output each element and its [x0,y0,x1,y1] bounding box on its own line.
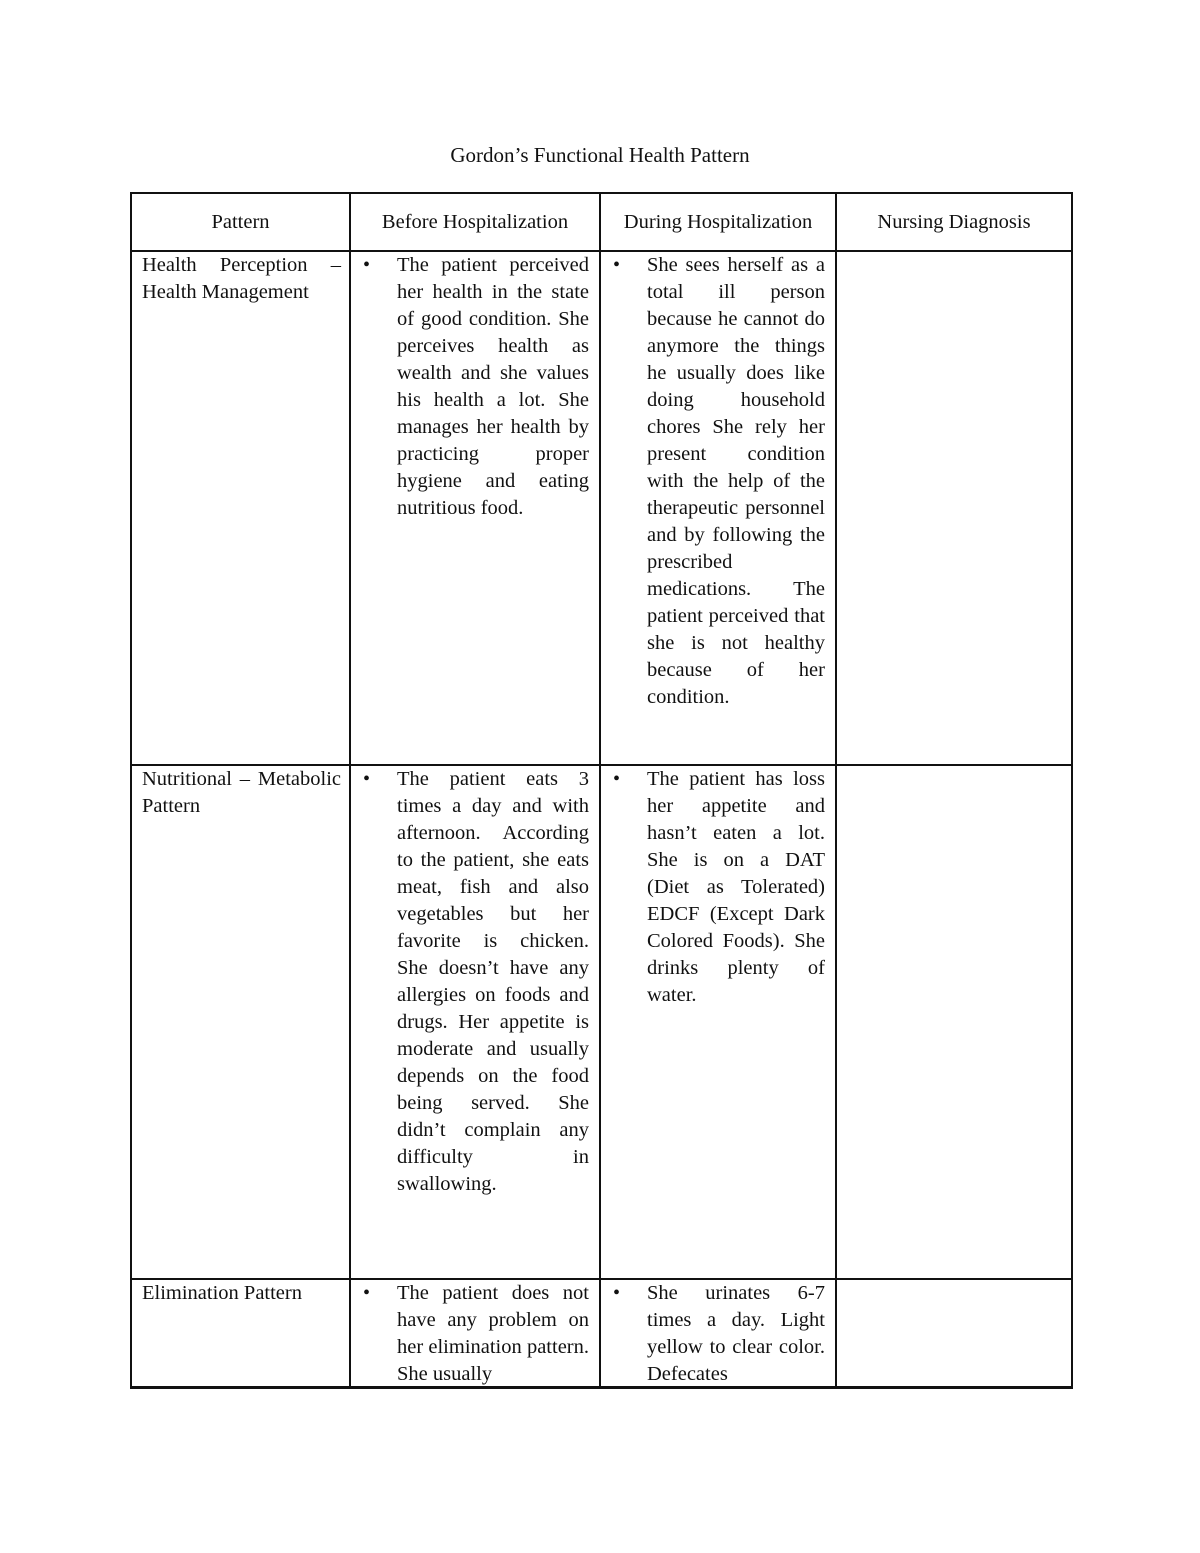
document-title: Gordon’s Functional Health Pattern [450,143,750,167]
pattern-cell [131,765,350,1279]
pattern-label: Nutritional – Metabolic Pattern [142,768,341,817]
table-header-row [131,193,1072,251]
before-hospitalization-text: The patient perceived her health in the state of good condition. She perceives health as wealth and she values his health a lot. She manages her health by practicing proper hygiene and eating nutritious food. [397,254,589,519]
during-hospitalization-text: The patient has loss her appetite and hasn’t eaten a lot. She is on a DAT (Diet as Tolerated) EDCF (Except Dark Colored Foods). She drinks plenty of water. [647,768,825,1006]
during-hospitalization-text: She urinates 6-7 times a day. Light yellow to clear color. Defecates [647,1282,825,1385]
table-row [131,251,1072,765]
during-hospitalization-cell [600,765,836,1279]
nursing-diagnosis-cell [836,765,1072,1279]
before-hospitalization-cell [350,765,600,1279]
cell-clip [601,1280,835,1386]
table-row [131,765,1072,1279]
before-hospitalization-text: The patient eats 3 times a day and with afternoon. According to the patient, she eats meat, fish and also vegetables but her favorite is chicken. She doesn’t have any allergies on foods and drugs. Her appetite is moderate and usually depends on the food being served. She didn’t complain any difficulty in swallowing. [397,768,589,1195]
cell-clip [351,1280,599,1386]
bullet-icon: • [613,768,621,790]
bullet-icon: • [613,254,621,276]
during-hospitalization-text: She sees herself as a total ill person because he cannot do anymore the things he usually does like doing household chores She rely her present condition with the help of the therapeutic personnel and by following the prescribed medications. The patient perceived that she is not healthy because of her condition. [647,254,825,708]
bullet-icon: • [363,1282,371,1304]
header-nursing-diagnosis: Nursing Diagnosis [836,193,1072,251]
bullet-icon: • [613,1282,621,1304]
during-hospitalization-cell [600,1279,836,1388]
table-row [131,1279,1072,1388]
functional-health-pattern-table [130,192,1073,1389]
before-hospitalization-cell [350,251,600,765]
header-pattern: Pattern [131,193,350,251]
nursing-diagnosis-cell [836,1279,1072,1388]
pattern-cell [131,1279,350,1388]
bullet-icon: • [363,254,371,276]
pattern-label: Health Perception – Health Management [142,254,341,303]
pattern-label: Elimination Pattern [142,1282,302,1304]
header-before-hospitalization: Before Hospitalization [350,193,600,251]
pattern-cell [131,251,350,765]
before-hospitalization-text: The patient does not have any problem on her elimination pattern. She usually [397,1282,589,1385]
during-hospitalization-cell [600,251,836,765]
nursing-diagnosis-cell [836,251,1072,765]
bullet-icon: • [363,768,371,790]
before-hospitalization-cell [350,1279,600,1388]
header-during-hospitalization: During Hospitalization [600,193,836,251]
